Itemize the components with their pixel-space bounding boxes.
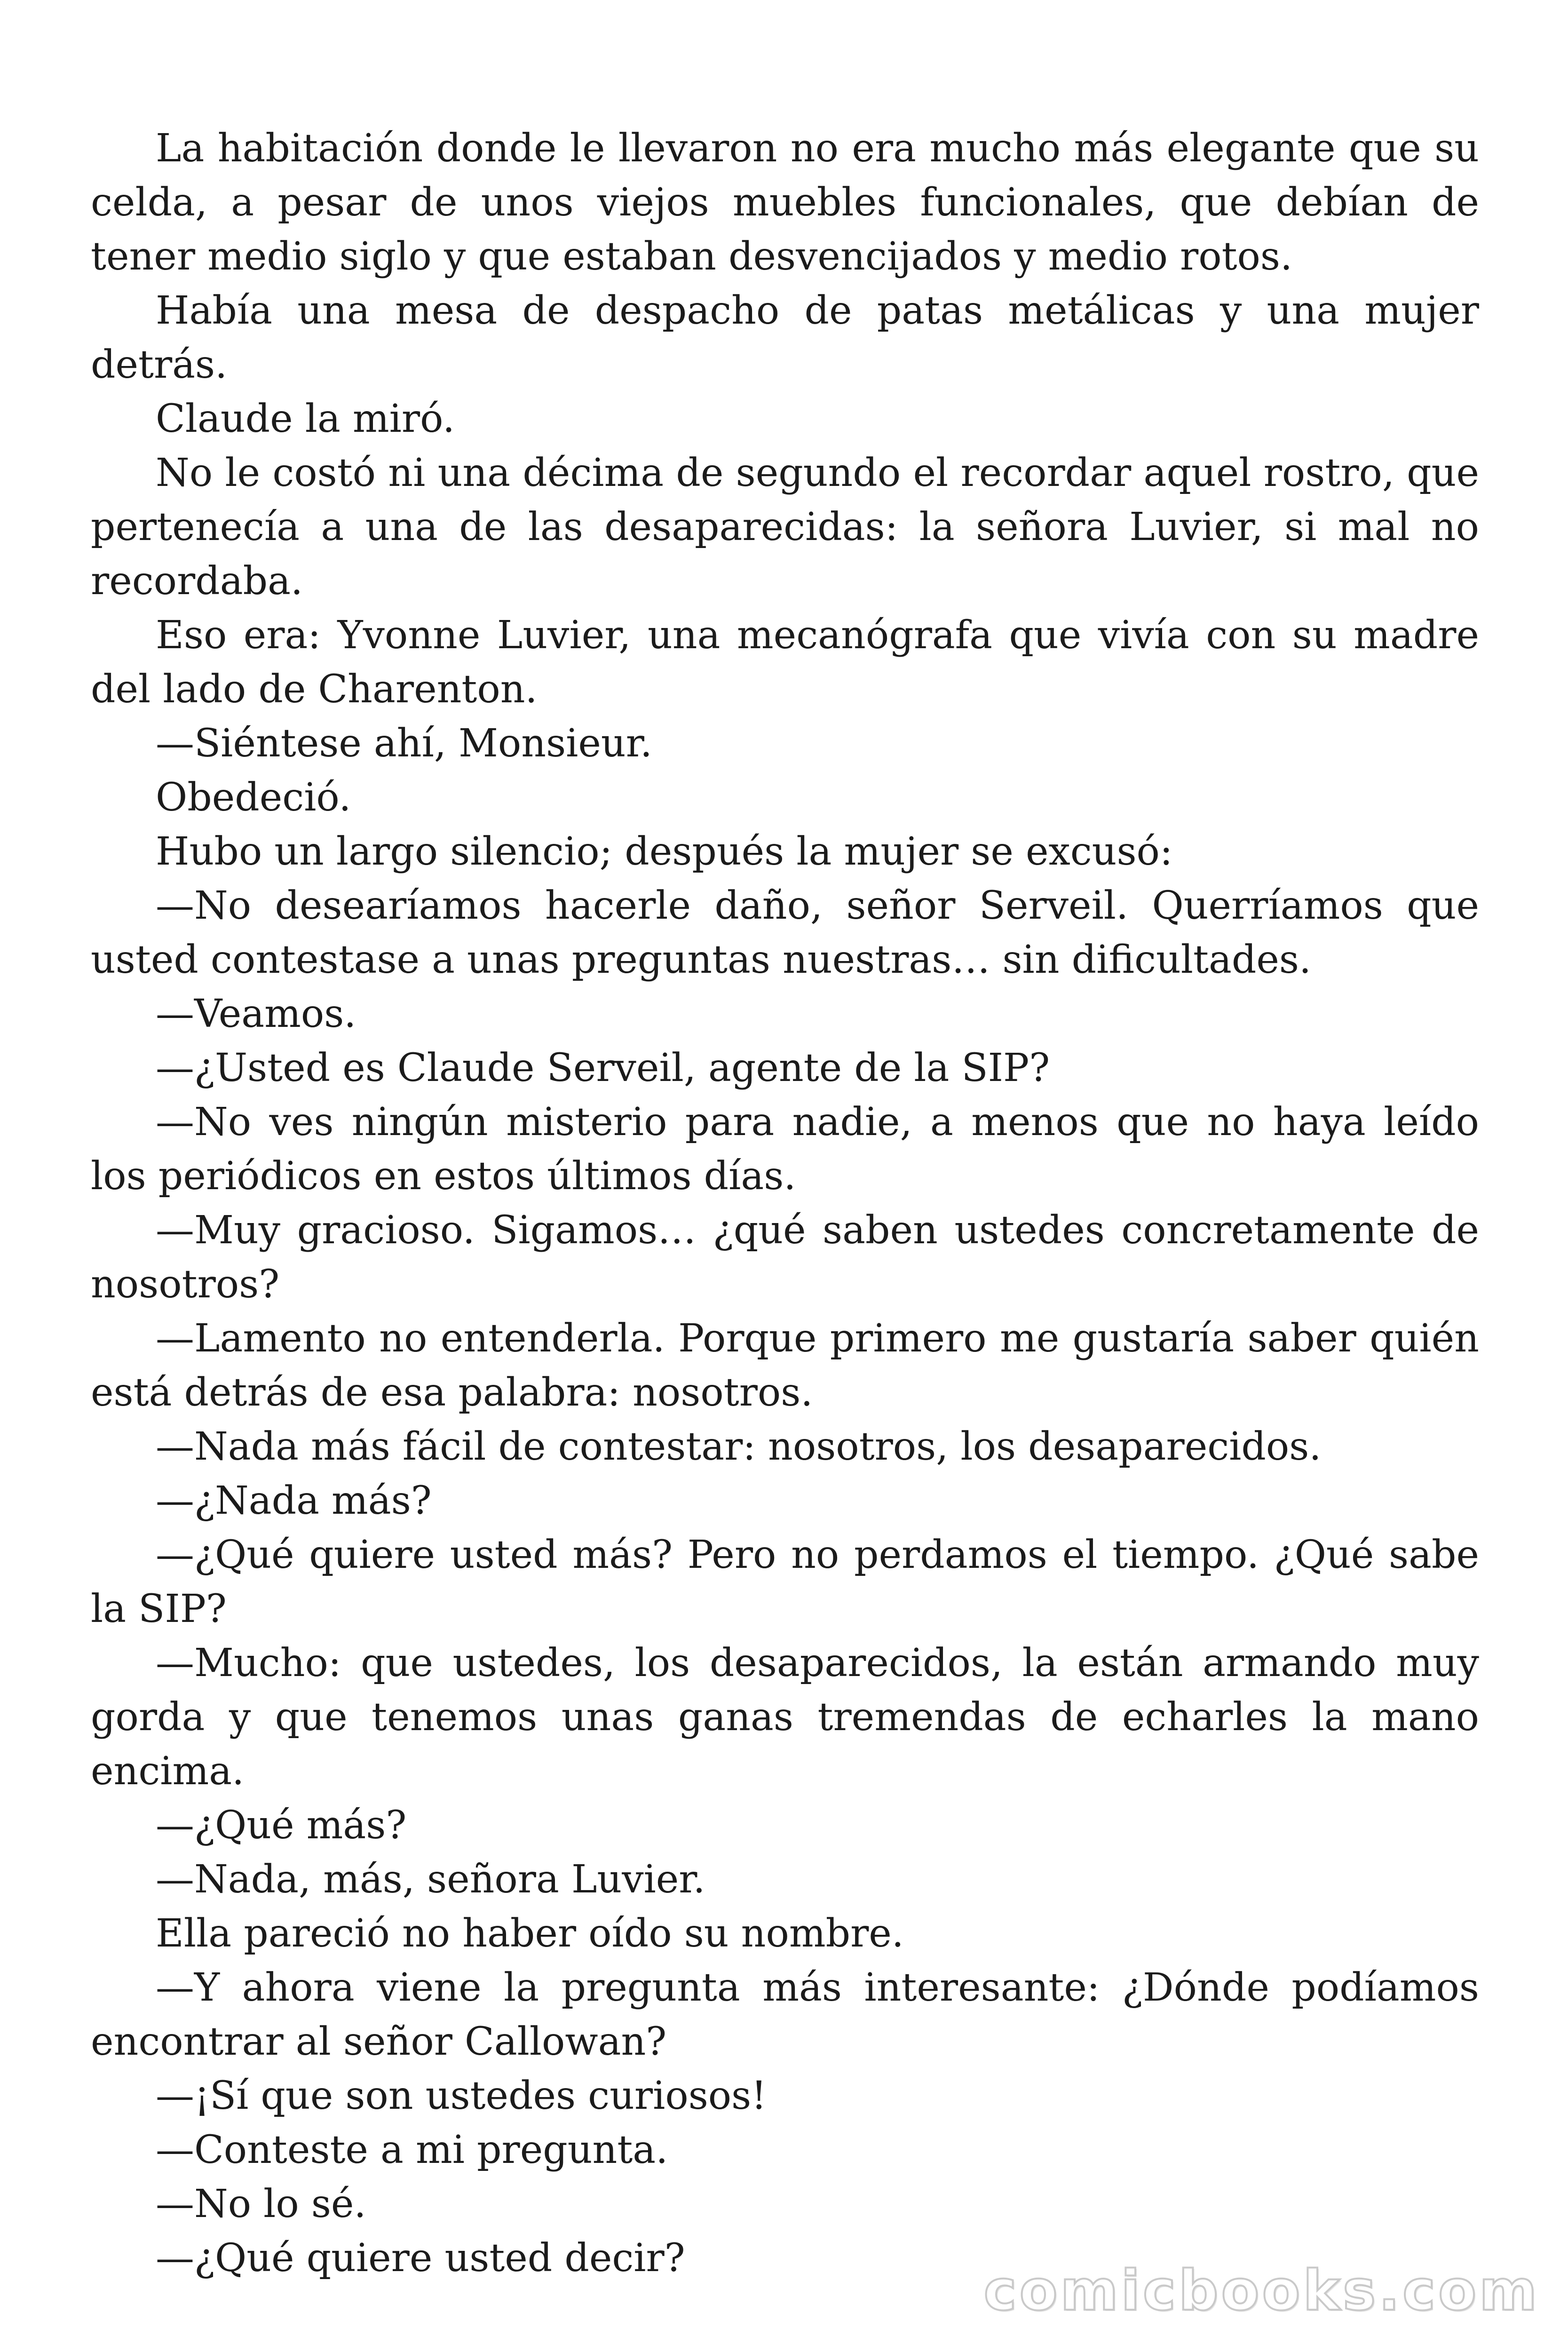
paragraph: —Nada, más, señora Luvier. [156,1857,705,1902]
paragraph: —Y ahora viene la pregunta más interesante: ¿Dónde podíamos encontrar al señor Callowan? [91,1965,1479,2064]
watermark: comicbooks.com [983,2258,1540,2323]
paragraph: Eso era: Yvonne Luvier, una mecanógrafa que vivía con su madre del lado de Charenton. [91,613,1479,712]
paragraph: —No lo sé. [156,2182,366,2226]
paragraph: Obedeció. [156,775,351,820]
paragraph: —Lamento no entenderla. Porque primero me gustaría saber quién está detrás de esa palabra: nosotros. [91,1316,1479,1415]
paragraph: —¿Usted es Claude Serveil, agente de la SIP? [156,1046,1050,1090]
paragraph: Claude la miró. [156,397,455,441]
paragraph: —Nada más fácil de contestar: nosotros, los desaparecidos. [156,1424,1322,1469]
paragraph: —¿Qué más? [156,1803,407,1848]
paragraph: —Veamos. [156,992,356,1036]
paragraph: —¿Qué quiere usted más? Pero no perdamos el tiempo. ¿Qué sabe la SIP? [91,1533,1479,1631]
paragraph: —¡Sí que son ustedes curiosos! [156,2074,767,2118]
paragraph: —¿Qué quiere usted decir? [156,2236,685,2280]
paragraph: No le costó ni una décima de segundo el recordar aquel rostro, que pertenecía a una de las desaparecidas: la señora Luvier, si mal no recordaba. [91,451,1479,604]
paragraph: —Mucho: que ustedes, los desaparecidos, la están armando muy gorda y que tenemos unas ganas tremendas de echarles la mano encima. [91,1641,1479,1794]
page-text [91,121,1479,2285]
paragraph: —No desearíamos hacerle daño, señor Serveil. Querríamos que usted contestase a unas preguntas nuestras… sin dificultades. [91,883,1479,982]
paragraph: —No ves ningún misterio para nadie, a menos que no haya leído los periódicos en estos últimos días. [91,1100,1479,1199]
paragraph: Hubo un largo silencio; después la mujer se excusó: [156,829,1173,874]
paragraph: Había una mesa de despacho de patas metálicas y una mujer detrás. [91,288,1479,387]
paragraph: —Conteste a mi pregunta. [156,2128,668,2172]
paragraph: —Muy gracioso. Sigamos… ¿qué saben ustedes concretamente de nosotros? [91,1208,1479,1307]
paragraph: La habitación donde le llevaron no era mucho más elegante que su celda, a pesar de unos viejos muebles funcionales, que debían de tener medio siglo y que estaban desvencijados y medio rotos. [91,126,1479,279]
paragraph: Ella pareció no haber oído su nombre. [156,1911,904,1956]
paragraph: —¿Nada más? [156,1478,432,1523]
paragraph: —Siéntese ahí, Monsieur. [156,721,652,766]
